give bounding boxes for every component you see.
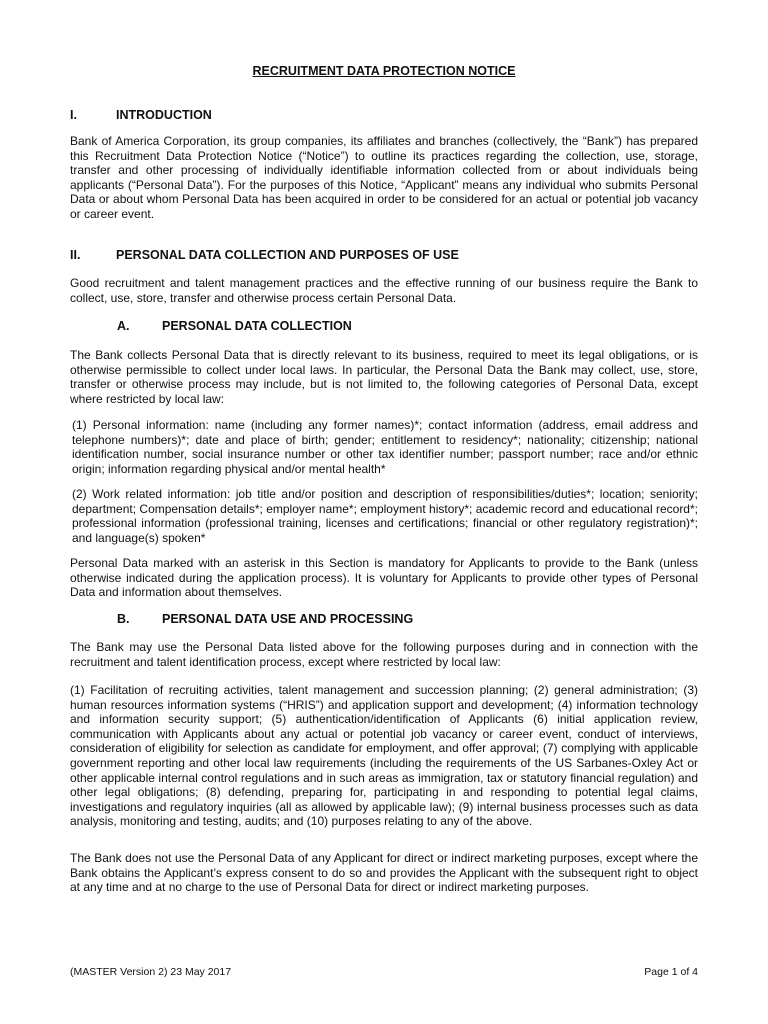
introduction-paragraph: Bank of America Corporation, its group companies, its affiliates and branches (collectively, the “Bank”) has prepared this Recruitment Data Protection Notice (“Notice”) to outline its practices regarding the collection, use, storage, transfer and other processing of individually identifiable information collected from or about individuals being applicants (“Personal Data”). For the purposes of this Notice, “Applicant” means any individual who submits Personal Data or about whom Personal Data has been acquired in order to be considered for an actual or potential job vacancy or career event.: [70, 134, 698, 221]
mandatory-data-paragraph: Personal Data marked with an asterisk in this Section is mandatory for Applicants to provide to the Bank (unless otherwise indicated during the application process). It is voluntary for Applicants to provide other types of Personal Data and information about themselves.: [70, 556, 698, 600]
section-2-intro-paragraph: Good recruitment and talent management practices and the effective running of our business require the Bank to collect, use, store, transfer and otherwise process certain Personal Data.: [70, 276, 698, 305]
section-2-heading: [70, 248, 459, 262]
section-1-number: I.: [70, 108, 77, 122]
document-title: RECRUITMENT DATA PROTECTION NOTICE: [252, 64, 516, 78]
work-information-item: (2) Work related information: job title and/or position and description of responsibilities/duties*; location; seniority; department; Compensation details*; employer name*; employment history*; academic record and educational record*; professional information (professional training, licenses and certifications; financial or other regulatory registration)*; and language(s) spoken*: [72, 487, 698, 545]
section-2-number: II.: [70, 248, 81, 262]
footer-version: (MASTER Version 2) 23 May 2017: [70, 966, 232, 978]
section-1-heading: [70, 108, 212, 122]
collection-paragraph: The Bank collects Personal Data that is directly relevant to its business, required to meet its legal obligations, or is otherwise permissible to collect under local laws. In particular, the Personal Data the Bank may collect, use, store, transfer or otherwise process may include, but is not limited to, the following categories of Personal Data, except where restricted by local law:: [70, 348, 698, 406]
footer-page-number: Page 1 of 4: [644, 966, 698, 978]
personal-information-item: (1) Personal information: name (including any former names)*; contact information (address, email address and telephone numbers)*; date and place of birth; gender; entitlement to residency*; nationality; citizenship; national identification number, social insurance number or other tax identifier number; passport number; race and/or ethnic origin; information regarding physical and/or mental health*: [72, 418, 698, 476]
subsection-a-heading: [117, 319, 352, 333]
subsection-a-title: PERSONAL DATA COLLECTION: [162, 319, 352, 333]
purposes-paragraph: (1) Facilitation of recruiting activities, talent management and succession planning; (2) general administration; (3) human resources information systems (“HRIS”) and application support and development; (4) information technology and information security support; (5) authentication/identification of Applicants (6) initial application review, communication with Applicants about any actual or potential job vacancy or career event, conduct of interviews, consideration of eligibility for selection as candidate for employment, and offer approval; (7) complying with applicable government reporting and other local law requirements (including the requirements of the US Sarbanes-Oxley Act or other applicable internal control regulations and in such areas as immigration, tax or statutory financial regulation) and other legal obligations; (8) defending, preparing for, participating in and responding to potential legal claims, investigations and regulatory inquiries (all as allowed by applicable law); (9) internal business processes such as data analysis, monitoring and testing, audits; and (10) purposes relating to any of the above.: [70, 683, 698, 829]
marketing-paragraph: The Bank does not use the Personal Data of any Applicant for direct or indirect marketing purposes, except where the Bank obtains the Applicant’s express consent to do so and provides the Applicant with the subsequent right to object at any time and at no charge to the use of Personal Data for direct or indirect marketing purposes.: [70, 851, 698, 895]
subsection-b-title: PERSONAL DATA USE AND PROCESSING: [162, 612, 414, 626]
subsection-a-number: A.: [117, 319, 130, 333]
section-1-title: INTRODUCTION: [116, 108, 212, 122]
section-2-title: PERSONAL DATA COLLECTION AND PURPOSES OF USE: [116, 248, 459, 262]
subsection-b-number: B.: [117, 612, 130, 626]
use-intro-paragraph: The Bank may use the Personal Data listed above for the following purposes during and in connection with the recruitment and talent identification process, except where restricted by local law:: [70, 640, 698, 669]
subsection-b-heading: [117, 612, 413, 626]
